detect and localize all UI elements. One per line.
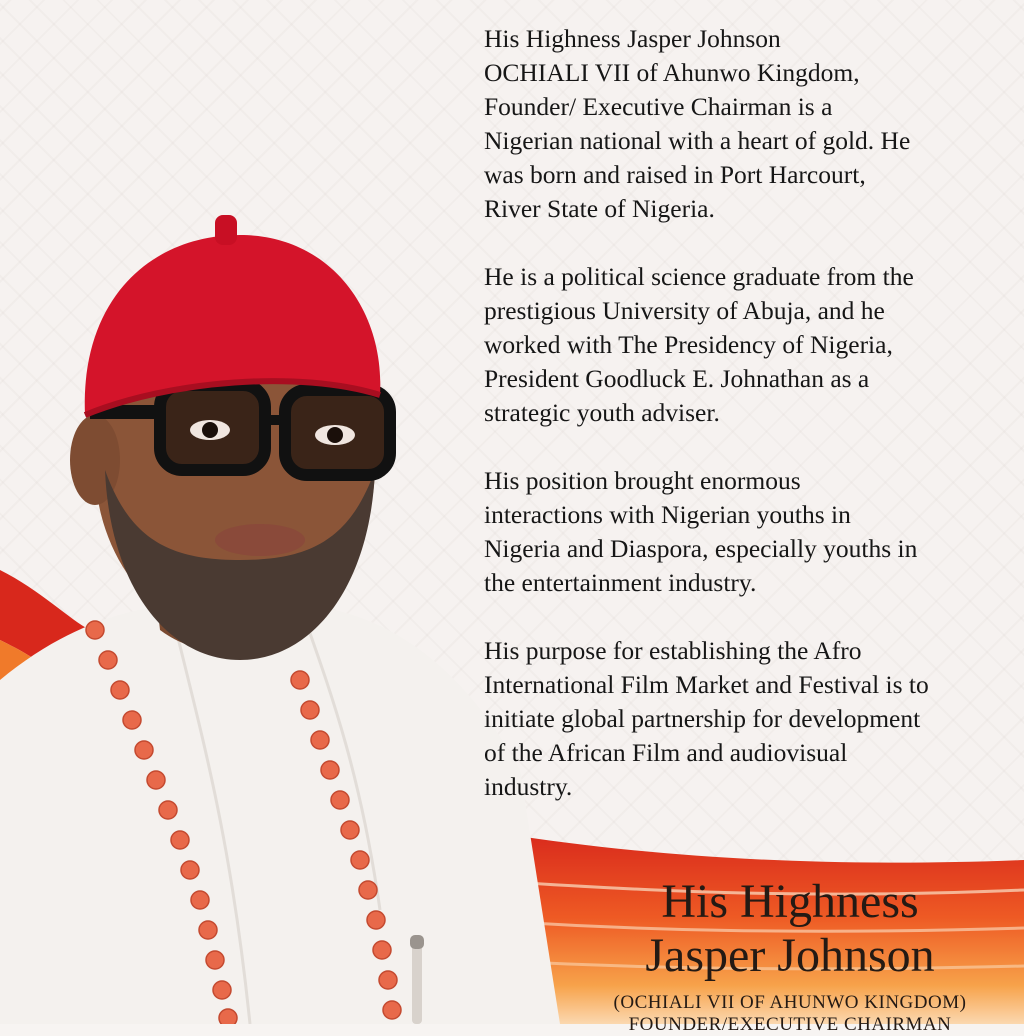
bio-paragraph-3: His position brought enormous interactions with Nigerian youths in Nigeria and Diaspora, especially youths in the entertainment industry. — [484, 466, 918, 597]
biography-text — [484, 22, 1004, 838]
name-role: FOUNDER/EXECUTIVE CHAIRMAN — [628, 1014, 952, 1035]
name-title: His Highness — [661, 875, 919, 928]
bio-paragraph-4: His purpose for establishing the Afro International Film Market and Festival is to initiate global partnership for development of the African Film and audiovisual industry. — [484, 636, 929, 801]
name-subtitle: (OCHIALI VII OF AHUNWO KINGDOM) — [613, 992, 967, 1013]
portrait-image — [0, 210, 560, 1024]
name-heading: Jasper Johnson — [645, 929, 935, 982]
bio-paragraph-2: He is a political science graduate from the prestigious University of Abuja, and he worked with The Presidency of Nigeria, President Goodluck E. Johnathan as a strategic youth adviser. — [484, 262, 914, 427]
bio-paragraph-1: His Highness Jasper Johnson OCHIALI VII of Ahunwo Kingdom, Founder/ Executive Chairman is a Nigerian national with a heart of gold. He was born and raised in Port Harcourt, River State of Nigeria. — [484, 24, 911, 223]
name-block — [560, 876, 1020, 1036]
